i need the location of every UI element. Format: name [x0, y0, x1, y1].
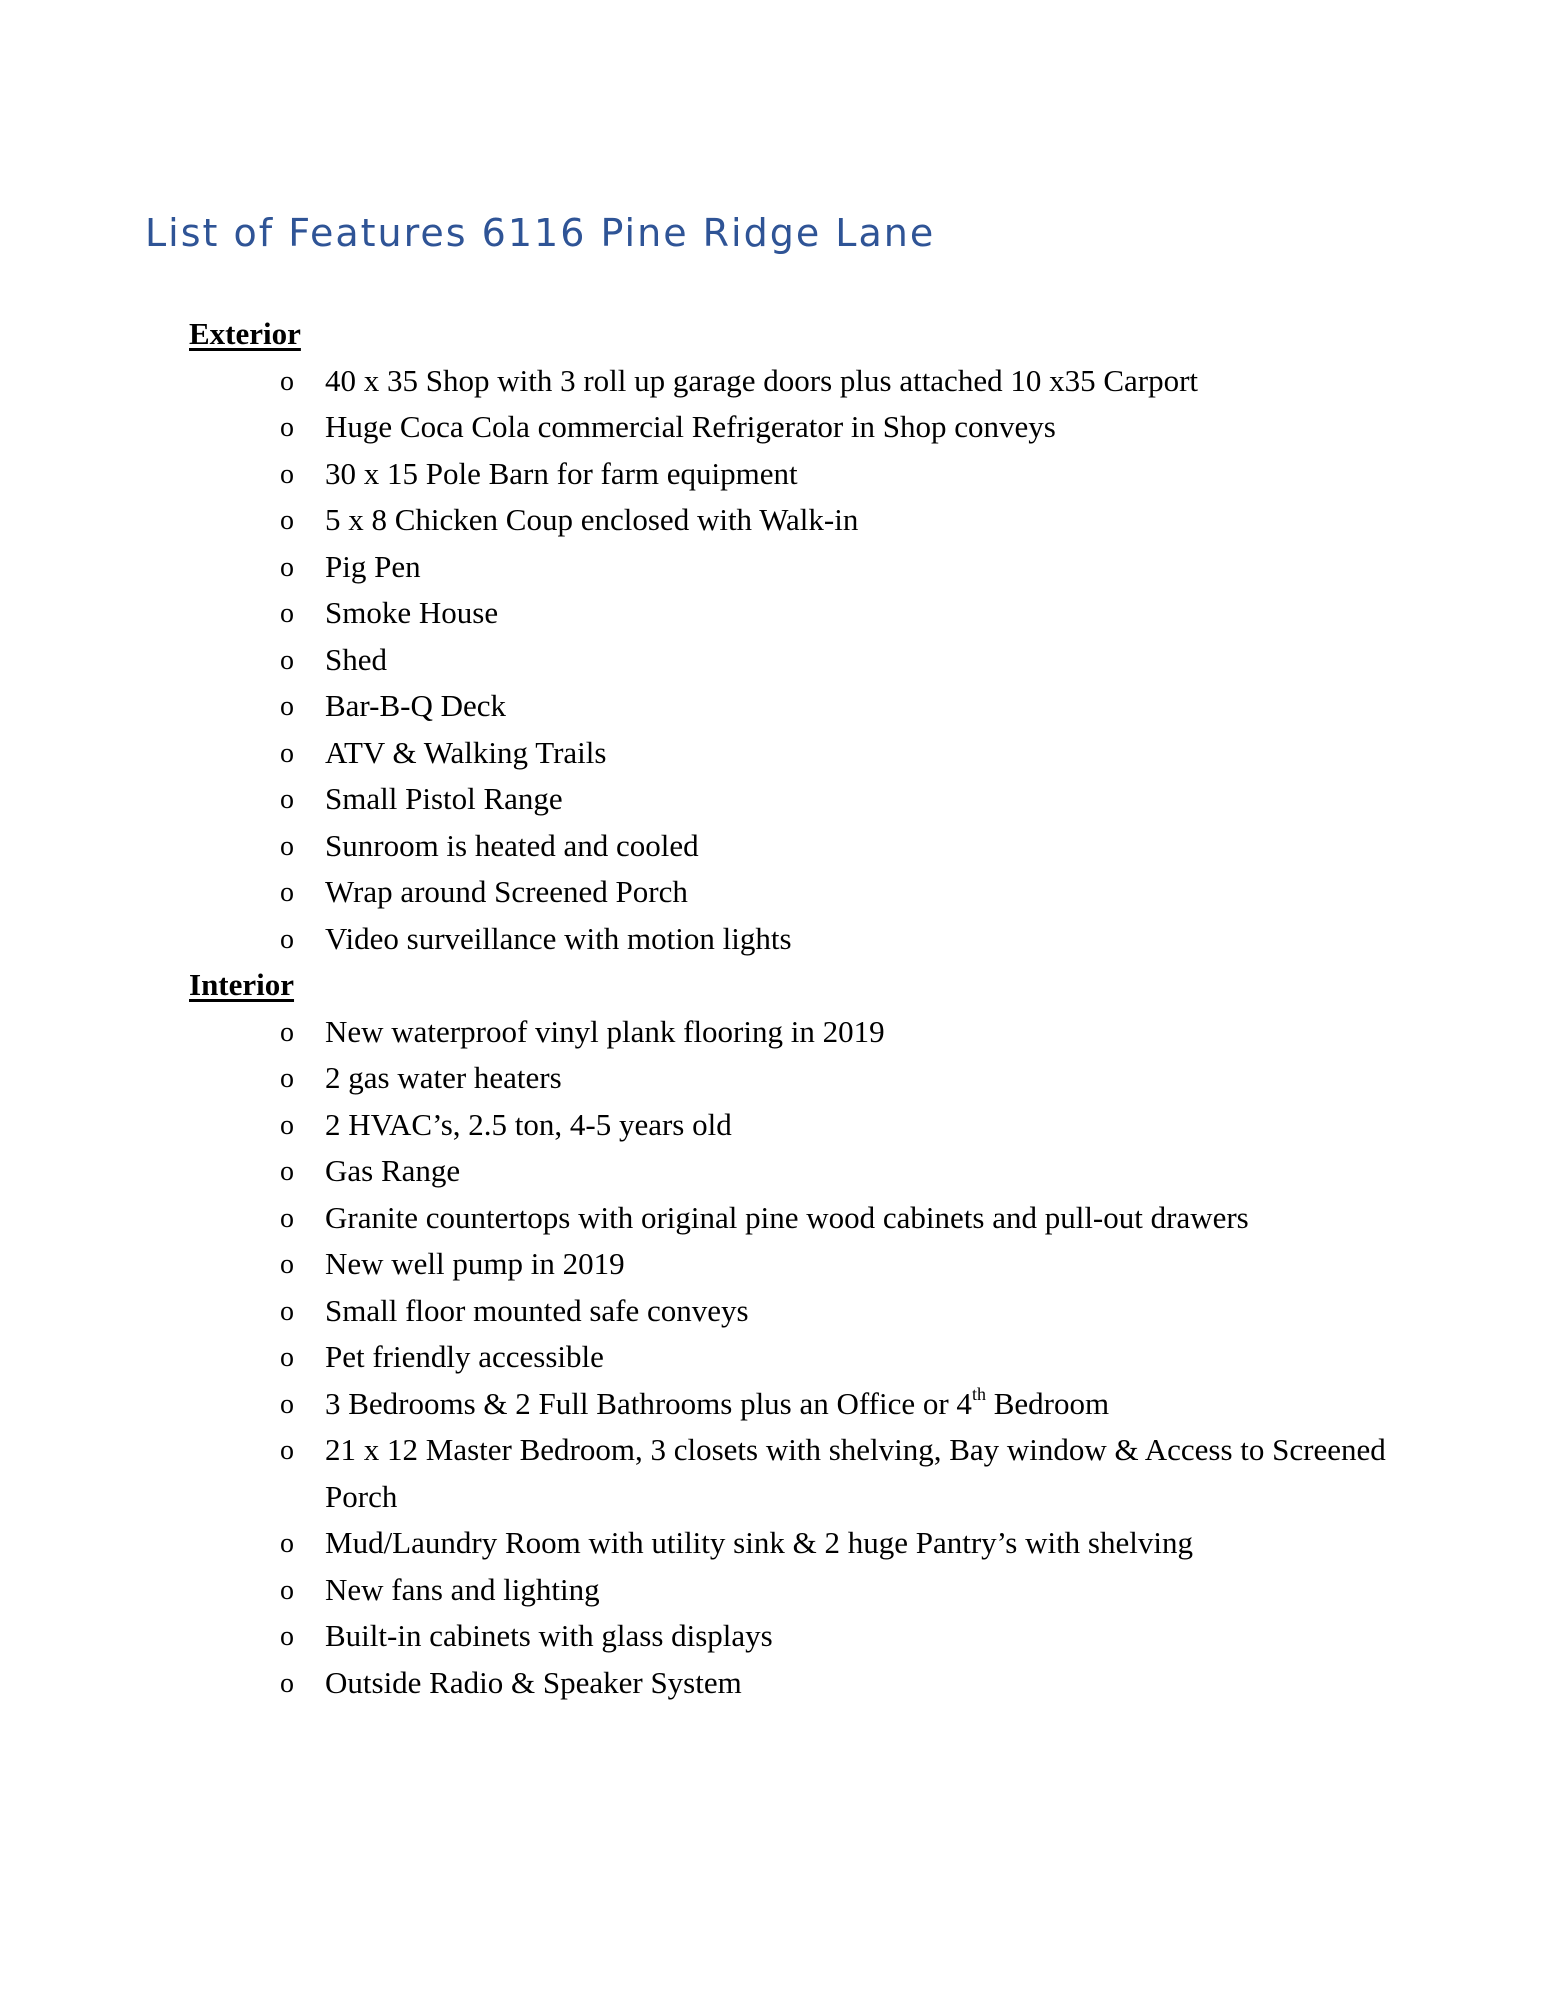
bullet-icon: o	[280, 877, 294, 908]
bullet-icon: o	[280, 1667, 294, 1699]
list-item-text: 2 gas water heaters	[325, 1060, 562, 1095]
bullet-icon: o	[280, 1528, 294, 1559]
list-item-text: Built-in cabinets with glass displays	[325, 1618, 773, 1653]
list-item-text: New waterproof vinyl plank flooring in 2019	[325, 1013, 885, 1049]
list-item	[0, 1288, 1545, 1335]
list-item	[0, 451, 1545, 498]
list-item-text: Pig Pen	[325, 548, 421, 584]
list-item-text: Wrap around Screened Porch	[325, 874, 688, 909]
list-item-text-part: Bedroom	[985, 1385, 1110, 1421]
bullet-icon: o	[280, 737, 294, 769]
list-item-text: Bar-B-Q Deck	[325, 688, 507, 723]
list-item-text-part: 3 Bedrooms & 2 Full Bathrooms plus an Office or 4	[325, 1385, 972, 1421]
list-item	[0, 1660, 1545, 1707]
exterior-heading: Exterior	[189, 316, 301, 351]
list-item	[0, 1009, 1545, 1056]
list-item-text: Gas Range	[325, 1153, 461, 1188]
bullet-icon: o	[280, 1063, 294, 1094]
bullet-icon: o	[280, 458, 294, 490]
list-item-text: New fans and lighting	[325, 1571, 600, 1607]
list-item-text: Video surveillance with motion lights	[325, 920, 792, 956]
bullet-icon: o	[280, 551, 294, 583]
list-item	[0, 776, 1545, 823]
list-item	[0, 1241, 1545, 1288]
list-item	[0, 404, 1545, 451]
list-item-text: Shed	[325, 641, 387, 677]
page-title: List of Features 6116 Pine Ridge Lane	[145, 211, 936, 255]
list-item	[0, 1102, 1545, 1149]
bullet-icon: o	[280, 784, 294, 815]
list-item	[0, 1613, 1545, 1660]
bullet-icon: o	[280, 1342, 294, 1373]
list-item-text: 2 HVAC’s, 2.5 ton, 4-5 years old	[325, 1106, 732, 1142]
list-item	[0, 1055, 1545, 1102]
list-item	[0, 1567, 1545, 1614]
list-item	[0, 1195, 1545, 1242]
list-item	[0, 869, 1545, 916]
list-item-text: ATV & Walking Trails	[325, 734, 607, 770]
list-item	[0, 683, 1545, 730]
list-item-text: New well pump in 2019	[325, 1246, 625, 1281]
bullet-icon: o	[280, 412, 294, 443]
list-item-text: Smoke House	[325, 595, 499, 630]
list-item-text: Pet friendly accessible	[325, 1339, 604, 1374]
bullet-icon: o	[280, 691, 294, 722]
list-item	[0, 544, 1545, 591]
list-item	[0, 1148, 1545, 1195]
bullet-icon: o	[280, 505, 294, 536]
bullet-icon: o	[280, 923, 294, 955]
bullet-icon: o	[280, 644, 294, 676]
bullet-icon: o	[280, 365, 294, 397]
list-item-text: Sunroom is heated and cooled	[325, 827, 699, 863]
features-content	[0, 311, 1545, 1706]
list-item-text: Huge Coca Cola commercial Refrigerator in Shop conveys	[325, 409, 1056, 444]
list-item-text: Outside Radio & Speaker System	[325, 1664, 742, 1700]
list-item	[0, 497, 1545, 544]
bullet-icon: o	[280, 1621, 294, 1652]
ordinal-suffix: th	[971, 1384, 986, 1405]
list-item-text: 30 x 15 Pole Barn for farm equipment	[325, 455, 798, 491]
list-item	[0, 1381, 1545, 1428]
list-item-text: Small floor mounted safe conveys	[325, 1292, 749, 1328]
list-item-text: 40 x 35 Shop with 3 roll up garage doors plus attached 10 x35 Carport	[325, 362, 1199, 398]
list-item	[0, 916, 1545, 963]
list-item	[0, 1520, 1545, 1567]
bullet-icon: o	[280, 1574, 294, 1606]
list-item	[0, 637, 1545, 684]
list-item	[0, 590, 1545, 637]
bullet-icon: o	[280, 1388, 294, 1420]
list-item-text: Granite countertops with original pine wood cabinets and pull-out drawers	[325, 1199, 1249, 1235]
interior-list	[0, 1009, 1545, 1707]
list-item	[0, 1334, 1545, 1381]
list-item	[0, 730, 1545, 777]
bullet-icon: o	[280, 598, 294, 629]
list-item-text: Mud/Laundry Room with utility sink & 2 huge Pantry’s with shelving	[325, 1525, 1193, 1560]
bullet-icon: o	[280, 1016, 294, 1048]
bullet-icon: o	[280, 1295, 294, 1327]
list-item-text: Small Pistol Range	[325, 781, 563, 816]
interior-heading: Interior	[189, 967, 295, 1002]
bullet-icon: o	[280, 830, 294, 862]
list-item-text	[325, 1386, 1109, 1421]
list-item-text: 21 x 12 Master Bedroom, 3 closets with shelving, Bay window & Access to Screened Porch	[325, 1432, 1386, 1514]
bullet-icon: o	[280, 1156, 294, 1187]
bullet-icon: o	[280, 1435, 294, 1466]
list-item	[0, 358, 1545, 405]
list-item	[0, 1427, 1545, 1520]
exterior-list	[0, 358, 1545, 963]
list-item-text: 5 x 8 Chicken Coup enclosed with Walk-in	[325, 502, 859, 537]
bullet-icon: o	[280, 1249, 294, 1280]
bullet-icon: o	[280, 1202, 294, 1234]
bullet-icon: o	[280, 1109, 294, 1141]
list-item	[0, 823, 1545, 870]
